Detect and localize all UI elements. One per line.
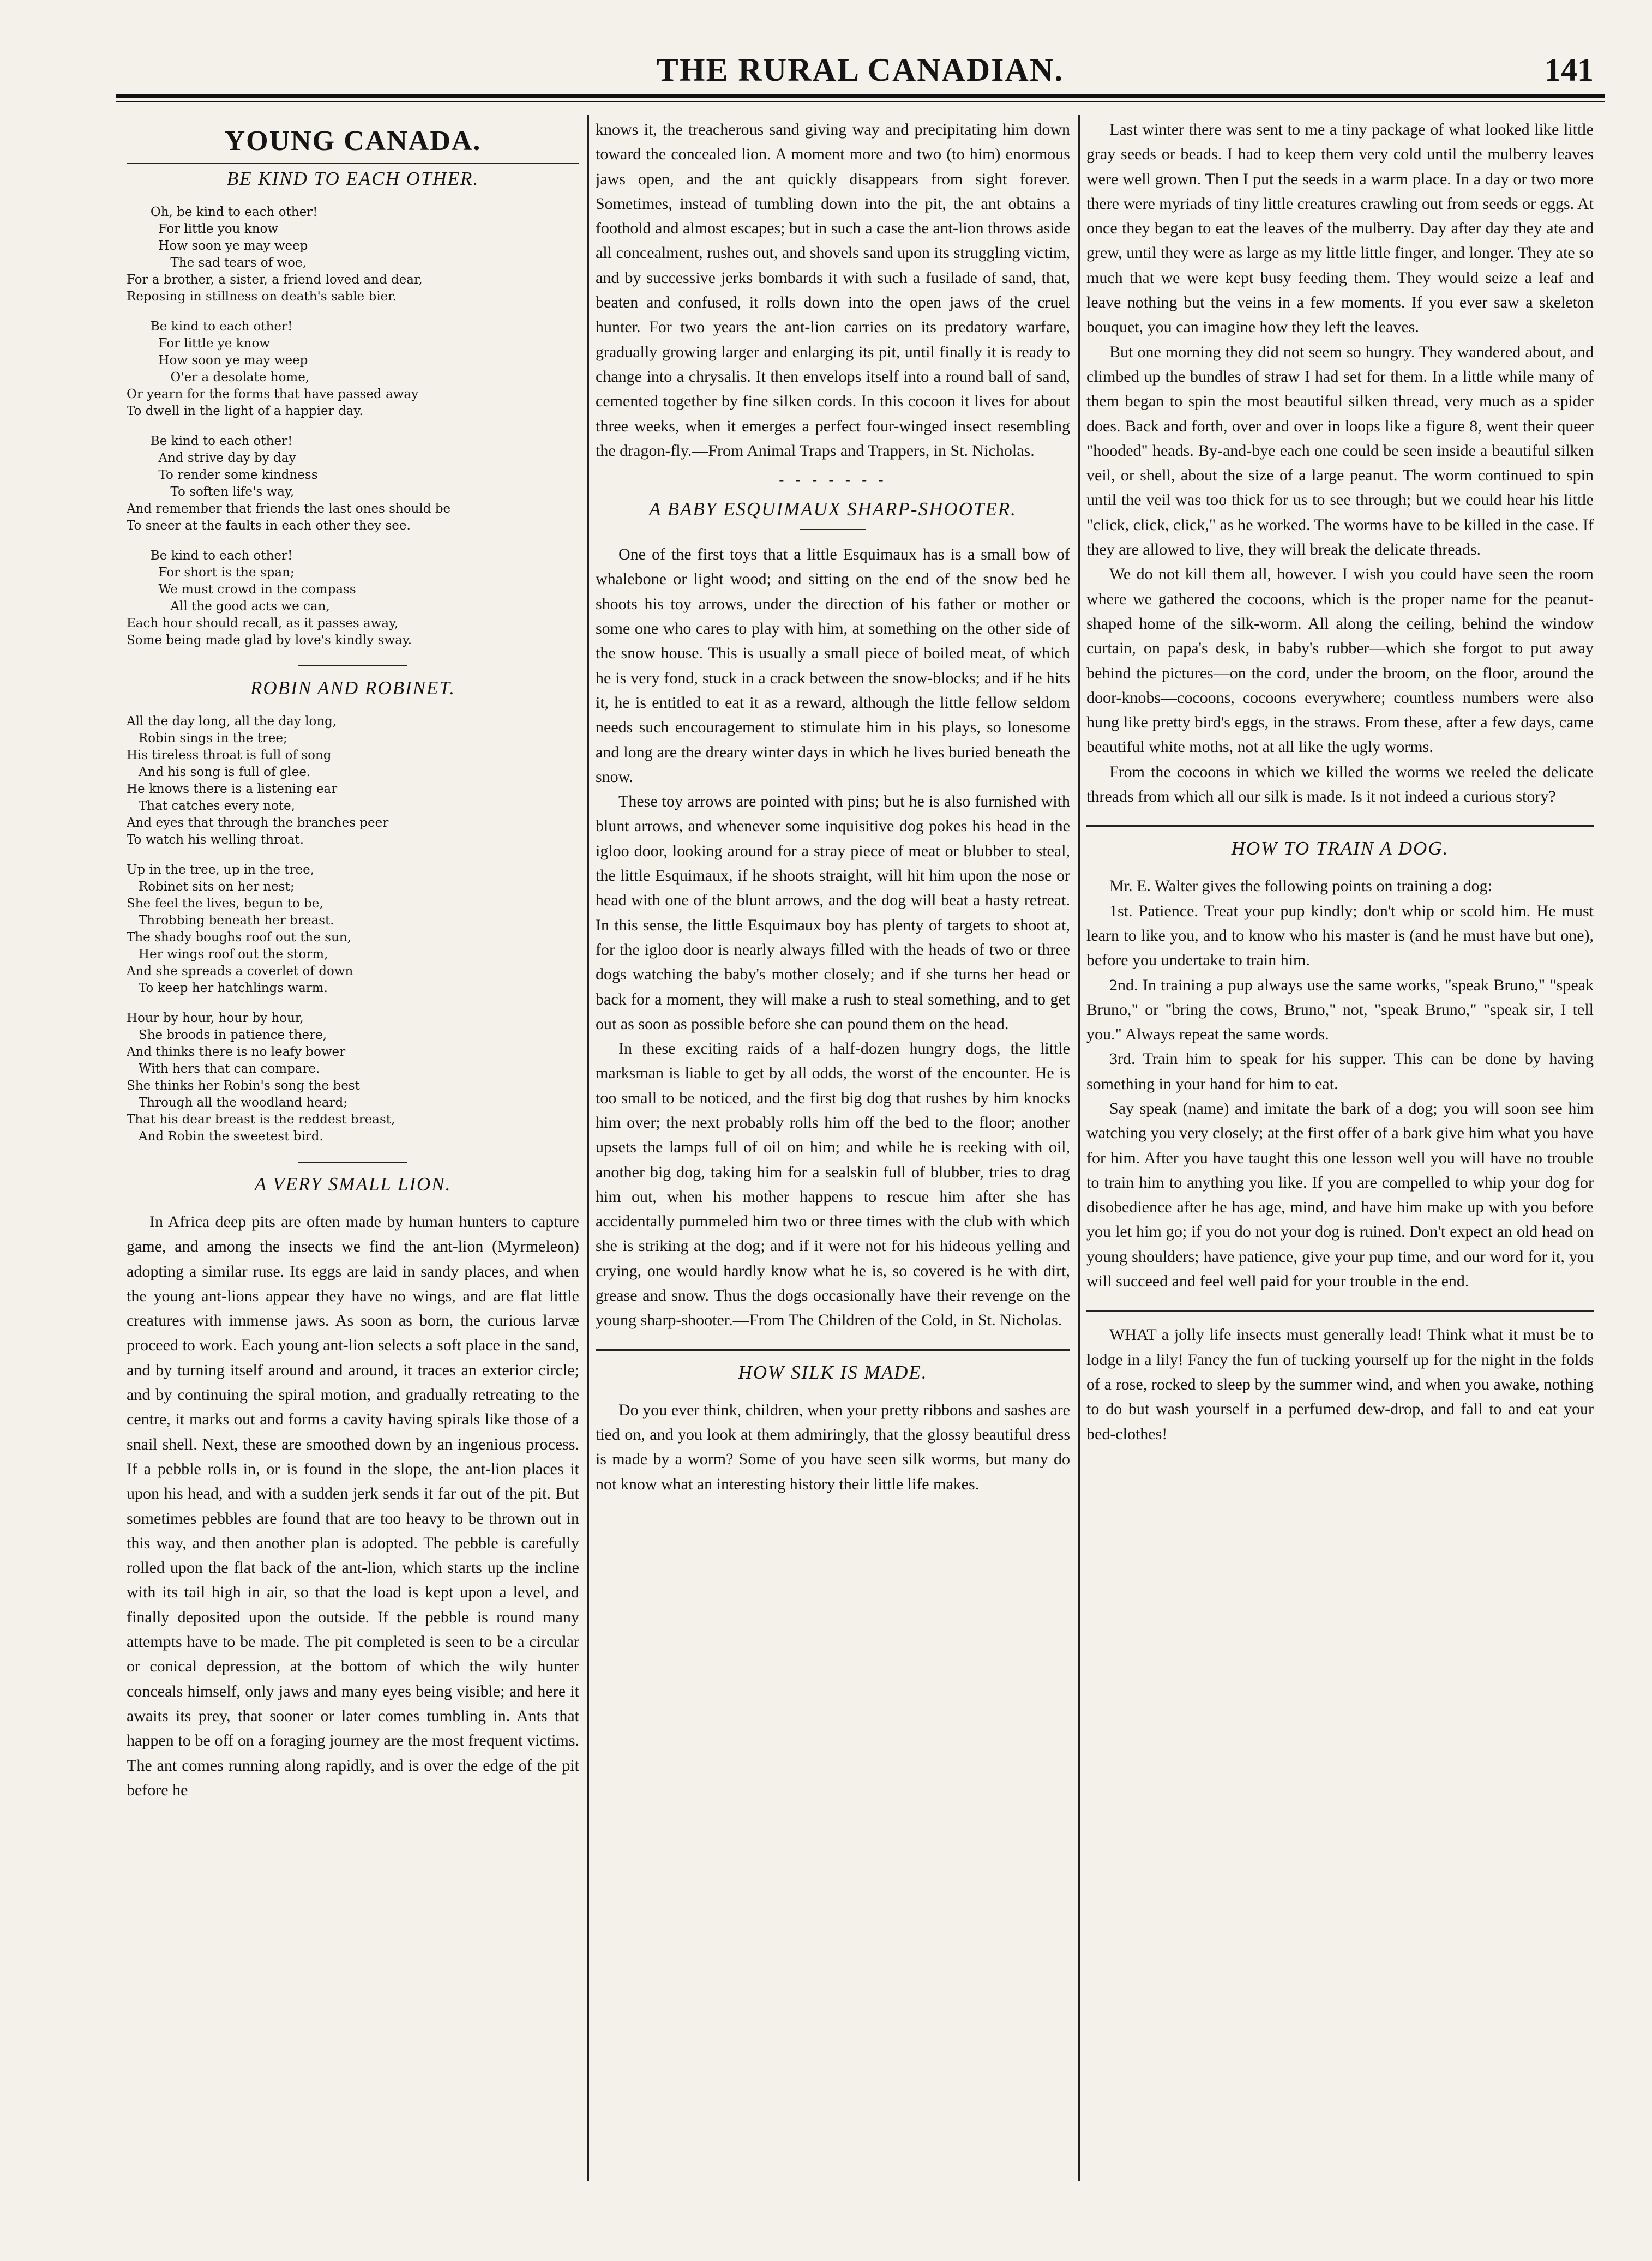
section-rule	[1086, 825, 1594, 827]
paragraph: WHAT a jolly life insects must generally lead! Think what it must be to lodge in a lily! Fancy the fun of tucking yourself up for the night in the folds of a rose, rocked to sleep by the summer wind, and when you awake, nothing to do but wash yourself in a perfumed dew-drop, and fall to and eat your bed-clothes!	[1086, 1326, 1594, 1443]
paragraph: Say speak (name) and imitate the bark of a dog; you will soon see him watching you very closely; at the first offer of a bark give him what you have for him. After you have taught this one lesson well you will have no trouble to train him to anything you like. If you are compelled to whip your dog for disobedience after he has age, mind, and have him make up with you before you let him go; if you do not your dog is ruined. Don't expect an old head on young shoulders; have patience, give your pup time, and our word for it, you will succeed and feel well paid for your trouble in the end.	[1086, 1099, 1594, 1291]
column-1	[127, 117, 579, 1802]
page-header	[116, 48, 1605, 97]
poem-stanza: Oh, be kind to each other! For little you know How soon ye may weep The sad tears of woe, For a brother, a sister, a friend loved and dear, Reposing in stillness on death's sable bier.	[127, 205, 423, 304]
article-silk-continued	[1086, 117, 1594, 809]
column-divider-1	[587, 115, 589, 2181]
article-silk	[596, 1398, 1070, 1496]
article-title-small-lion: A VERY SMALL LION.	[254, 1174, 452, 1195]
paragraph: These toy arrows are pointed with pins; but he is also furnished with blunt arrows, and whenever some inquisitive dog pokes his head in the igloo door, looking around for a stray piece of meat or blubber to steal, the little Esquimaux, if he shoots straight, will hit him upon the nose or head with one of the blunt arrows, and the dog will beat a hasty retreat. In this sense, the little Esquimaux boy has plenty of targets to shoot at, for the igloo door is nearly always filled with the heads of two or three dogs watching the baby's mother closely; and if she turns her head or back for a moment, they will make a rush to steal something, and to get out as soon as possible before she can pound them on the head.	[596, 792, 1070, 1033]
column-divider-2	[1078, 115, 1080, 2181]
paragraph: We do not kill them all, however. I wish you could have seen the room where we gathered the cocoons, which is the proper name for the peanut-shaped home of the silk-worm. All along the ceiling, behind the window curtain, on papa's desk, in baby's rubber—which she forgot to put away behind the pictures—on the cord, under the broom, on the floor, around the door-knobs—cocoons, cocoons everywhere; countless numbers were also hung like pretty bird's eggs, in the straws. From these, after a few days, came beautiful white moths, not at all like the ugly worms.	[1086, 565, 1594, 756]
article-title-silk: HOW SILK IS MADE.	[738, 1361, 928, 1383]
column-3	[1086, 117, 1594, 1446]
column-2	[596, 117, 1070, 1496]
paragraph: But one morning they did not seem so hungry. They wandered about, and climbed up the bundles of straw I had set for them. In a little while many of them began to spin the most beautiful silken thread, very much as a spider does. Back and forth, over and over in loops like a figure 8, went their queer "hooded" heads. By-and-bye each one could be seen inside a beautiful silken veil, or shell, about the size of a large peanut. The worm continued to spin until the veil was too thick for us to see through; but we could hear his little "click, click, click," as he worked. The worms have to be killed in the case. If they are allowed to live, they will break the delicate threads.	[1086, 342, 1594, 559]
paragraph: Do you ever think, children, when your pretty ribbons and sashes are tied on, and you look at them admiringly, that the glossy beautiful dress is made by a worm? Some of you have seen silk worms, but many do not know what an interesting history their little life makes.	[596, 1400, 1070, 1493]
paragraph: Last winter there was sent to me a tiny package of what looked like little gray seeds or beads. I had to keep them very cold until the mulberry leaves were well grown. Then I put the seeds in a warm place. In a day or two more there were myriads of tiny little creatures crawling out from seeds or eggs. At once they began to eat the leaves of the mulberry. Day after day they ate and grew, until they were as large as my little little finger, and longer. They ate so much that we were kept busy feeding them. They would seize a leaf and leave nothing but the veins in a few moments. If you ever saw a skeleton bouquet, you can imagine how they left the leaves.	[1086, 121, 1594, 336]
paragraph: From the cocoons in which we killed the worms we reeled the delicate threads from which all our silk is made. Is it not indeed a curious story?	[1086, 762, 1594, 806]
section-rule	[596, 1349, 1070, 1351]
poem-robin-and-robinet	[127, 713, 579, 1145]
header-rule-thin	[116, 101, 1605, 102]
paragraph: One of the first toys that a little Esquimaux has is a small bow of whalebone or light wood; and sitting on the end of the snow bed he shoots his toy arrows, under the direction of his father or mother or some one who cares to play with him, at something on the other side of the snow house. This is usually a small piece of boiled meat, of which he is very fond, stuck in a crack between the snow-blocks; and if he hits it, he is entitled to eat it as a reward, although the little fellow seldom needs such encouragement to stimulate him in his plays, so lonesome and long are the dreary winter days in which he lives buried beneath the snow.	[596, 545, 1070, 786]
section-rule	[298, 665, 407, 666]
poem-stanza: Be kind to each other! For short is the span; We must crowd in the compass All the good acts we can, Each hour should recall, as it passes away, Some being made glad by love's kindly sway.	[127, 549, 412, 647]
publication-title: THE RURAL CANADIAN.	[656, 52, 1064, 88]
section-rule	[298, 1162, 407, 1163]
poem-be-kind	[127, 204, 579, 649]
article-title-train-dog: HOW TO TRAIN A DOG.	[1231, 838, 1449, 859]
closing-note	[1086, 1322, 1594, 1446]
paragraph: 3rd. Train him to speak for his supper. This can be done by having something in your hand for him to eat.	[1086, 1050, 1594, 1093]
poem-stanza: Up in the tree, up in the tree, Robinet sits on her nest; She feel the lives, begun to be, Throbbing beneath her breast. The shady boughs roof out the sun, Her wings roof out the storm, And she spreads a coverlet of down To keep her hatchlings warm.	[127, 863, 353, 995]
poem-title-robin: ROBIN AND ROBINET.	[250, 677, 455, 699]
paragraph: In Africa deep pits are often made by human hunters to capture game, and among the insects we find the ant-lion (Myrmeleon) adopting a similar ruse. Its eggs are laid in sandy places, and when the young ant-lions appear they have no wings, and are flat little creatures with immense jaws. As soon as born, the curious larvæ proceed to work. Each young ant-lion selects a soft place in the sand, and by turning itself around and around, it traces an exterior circle; and by continuing the spiral motion, and gradually retreating to the centre, it marks out and forms a cavity having spirals like those of a snail shell. Next, these are smoothed down by an ingenious process. If a pebble rolls in, or is found in the slope, the ant-lion places it upon his head, and with a sudden jerk sends it far out of the pit. But sometimes pebbles are found that are too heavy to be thrown out in this way, and then another plan is adopted. The pebble is carefully rolled upon the flat back of the ant-lion, which starts up the incline with its tail high in air, so that the load is kept upon a level, and finally deposited upon the outside. If the pebble is round many attempts have to be made. The pit completed is seen to be a circular or conical depression, at the bottom of which the wily hunter conceals himself, only jaws and many eyes being visible; and here it awaits its prey, that sooner or later comes tumbling in. Ants that happen to be off on a foraging journey are the most frequent victims. The ant comes running along rapidly, and is over the edge of the pit before he	[127, 1213, 579, 1799]
paragraph: knows it, the treacherous sand giving way and precipitating him down toward the concealed lion. A moment more and two (to him) enormous jaws open, and the ant quickly disappears from sight forever. Sometimes, instead of tumbling down into the pit, the ant obtains a foothold and almost escapes; but in such a case the ant-lion throws aside all concealment, rushes out, and shovels sand upon its struggling victim, and by successive jerks bombards it with such a fusilade of sand, that, beaten and confused, it rolls down into the open jaws of the cruel hunter. For two years the ant-lion carries on its predatory warfare, gradually growing larger and enlarging its pit, until finally it is ready to change into a chrysalis. It then envelops itself into a round ball of sand, cemented together by fine silken cords. In this cocoon it lives for about three weeks, when it emerges a perfect four-winged insect resembling the dragon-fly.—From Animal Traps and Trappers, in St. Nicholas.	[596, 121, 1070, 460]
paragraph: 1st. Patience. Treat your pup kindly; don't whip or scold him. He must learn to like you, and to know who his master is (and he must have but one), before you undertake to train him.	[1086, 901, 1594, 970]
paragraph: In these exciting raids of a half-dozen hungry dogs, the little marksman is liable to get by all odds, the worst of the encounter. He is too small to be noticed, and the first big dog that rushes by him knocks him over; the next probably rolls him off the bed to the floor; another upsets the lamps full of oil on him; and while he is reeking with oil, another big dog, taking him for a sealskin full of blubber, tries to drag him out, when his mother happens to rescue him after she has accidentally pummeled him two or three times with the club with which she is striking at the dog; and if it were not for his hideous yelling and crying, one would hardly know what he is, so covered is he with dirt, grease and snow. Thus the dogs occasionally have their revenge on the young sharp-shooter.—From The Children of the Cold, in St. Nicholas.	[596, 1039, 1070, 1330]
article-esquimaux	[596, 542, 1070, 1333]
article-train-dog	[1086, 874, 1594, 1294]
poem-stanza: Be kind to each other! And strive day by day To render some kindness To soften life's way, And remember that friends the last ones should be To sneer at the faults in each other they see.	[127, 434, 451, 533]
poem-title-be-kind: BE KIND TO EACH OTHER.	[226, 168, 479, 189]
article-small-lion-continued	[596, 117, 1070, 463]
poem-stanza: Hour by hour, hour by hour, She broods in patience there, And thinks there is no leafy bower With hers that can compare. She thinks her Robin's song the best Through all the woodland heard; That his dear breast is the reddest breast, And Robin the sweetest bird.	[127, 1011, 395, 1144]
section-rule	[1086, 1310, 1594, 1312]
masthead-rule	[127, 163, 579, 164]
poem-stanza: Be kind to each other! For little ye know How soon ye may weep O'er a desolate home, Or yearn for the forms that have passed away To dwell in the light of a happier day.	[127, 320, 419, 418]
title-rule	[800, 529, 866, 530]
section-masthead: YOUNG CANADA.	[224, 125, 482, 157]
paragraph: 2nd. In training a pup always use the same works, "speak Bruno," "speak Bruno," or "bring the cows, Bruno," not, "speak Bruno," "speak sir, I tell you." Always repeat the same words.	[1086, 976, 1594, 1044]
page-number: 141	[1545, 52, 1594, 88]
article-small-lion	[127, 1210, 579, 1802]
poem-stanza: All the day long, all the day long, Robin sings in the tree; His tireless throat is full of song And his song is full of glee. He knows there is a listening ear That catches every note, And eyes that through the branches peer To watch his welling throat.	[127, 714, 389, 847]
header-rule-thick	[116, 94, 1605, 98]
paragraph: Mr. E. Walter gives the following points on training a dog:	[1109, 877, 1492, 895]
article-title-esquimaux: A BABY ESQUIMAUX SHARP-SHOOTER.	[649, 498, 1017, 520]
section-ornament: - - - - - - -	[779, 471, 887, 489]
